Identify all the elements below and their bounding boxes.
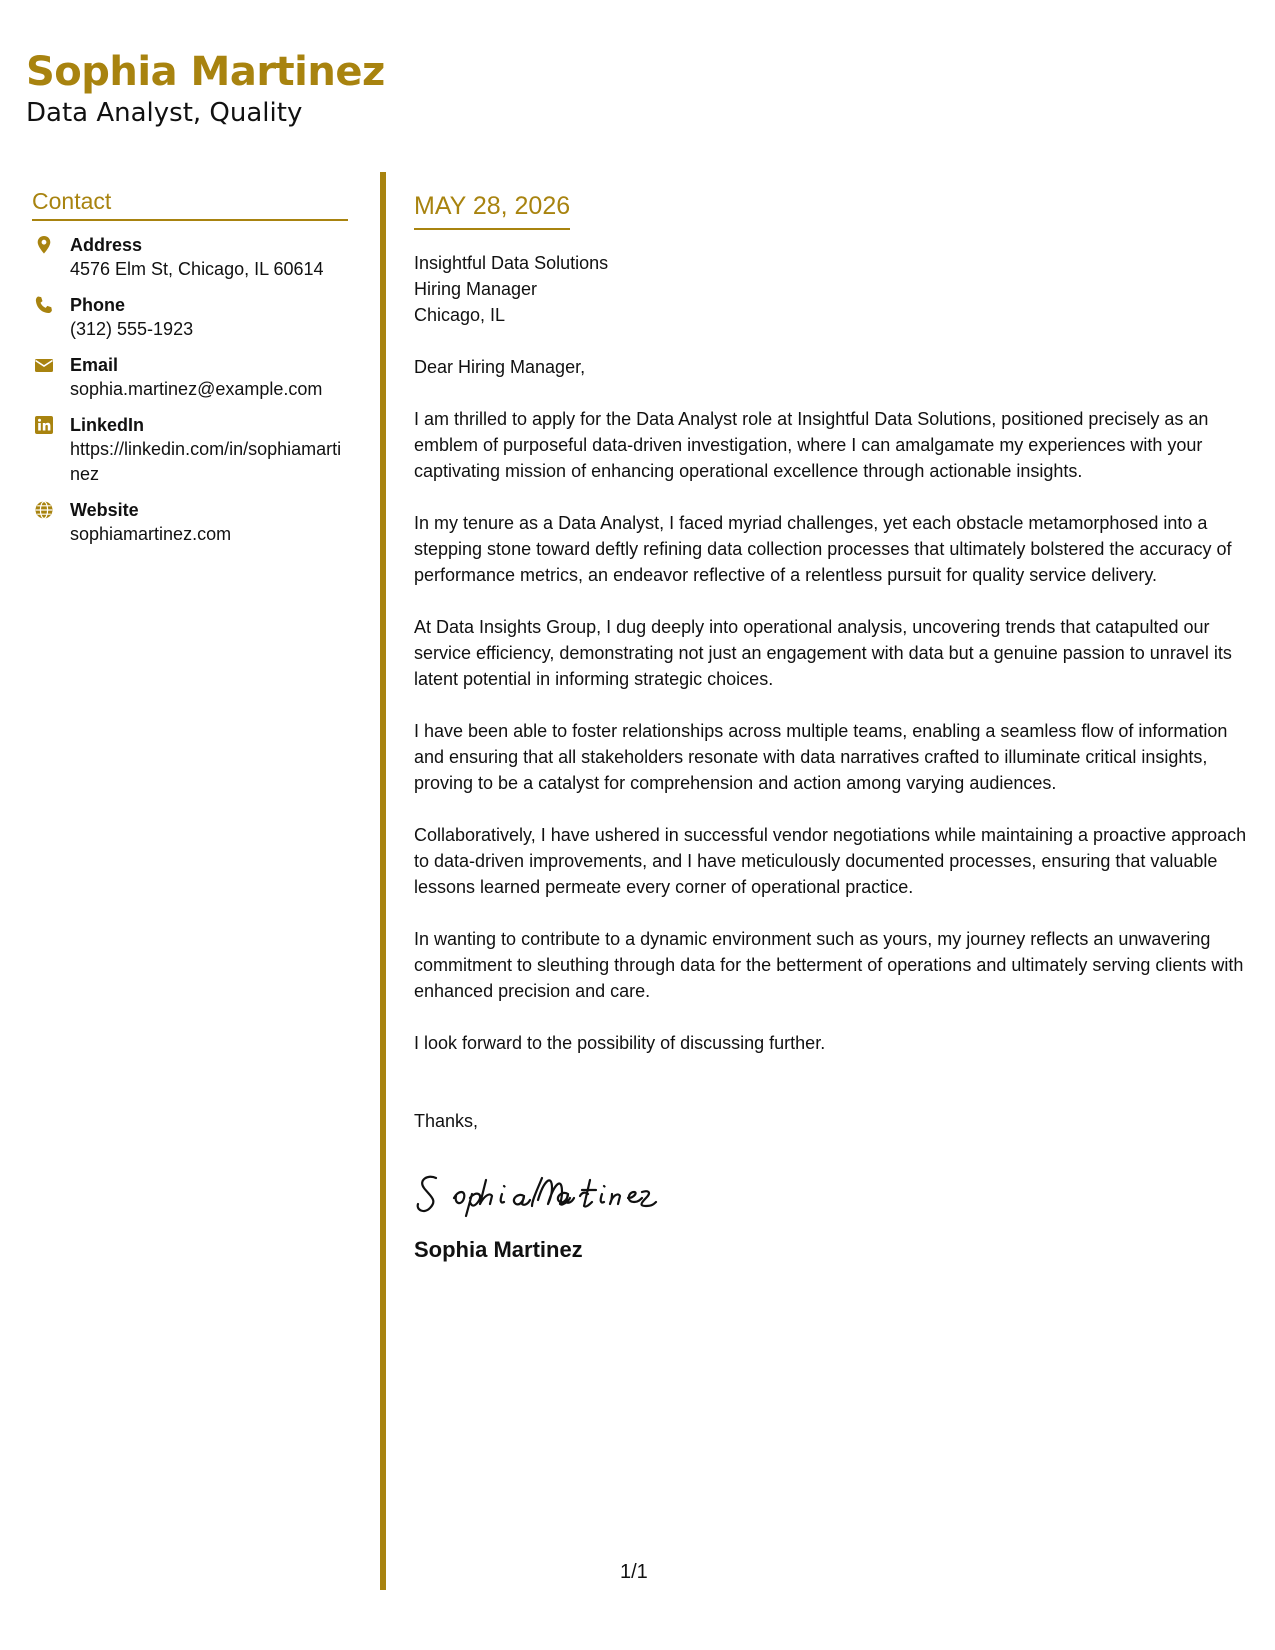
linkedin-label: LinkedIn — [70, 415, 145, 435]
paragraph: I have been able to foster relationships across multiple teams, enabling a seamless flow of information and ensuring that all stakeholders resonate with data narratives crafted to illuminate critical insights, proving to be a catalyst for comprehension and action among varying audiences. — [414, 721, 1228, 793]
recipient-company: Insightful Data Solutions — [414, 253, 609, 273]
contact-linkedin — [32, 413, 348, 487]
linkedin-value[interactable]: https://linkedin.com/in/sophiamartinez — [70, 439, 342, 484]
page-number: 1/1 — [620, 1561, 648, 1583]
contact-phone — [32, 293, 348, 342]
website-label: Website — [70, 500, 139, 520]
paragraph: In wanting to contribute to a dynamic environment such as yours, my journey reflects an unwavering commitment to sleuthing through data for the betterment of operations and ultimately serving clients with enhanced precision and care. — [414, 929, 1244, 1001]
location-pin-icon — [34, 235, 54, 255]
letter-date: MAY 28, 2026 — [414, 190, 570, 230]
contact-sidebar — [32, 187, 348, 547]
candidate-name: Sophia Martinez — [26, 49, 385, 95]
header — [26, 48, 385, 129]
phone-value: (312) 555-1923 — [70, 319, 194, 339]
email-value: sophia.martinez@example.com — [70, 379, 323, 399]
paragraph: At Data Insights Group, I dug deeply into operational analysis, uncovering trends that catapulted our service efficiency, demonstrating not just an engagement with data but a genuine passion to unravel its latent potential in informing strategic choices. — [414, 617, 1232, 689]
job-title: Data Analyst, Quality — [26, 98, 303, 128]
paragraph: In my tenure as a Data Analyst, I faced myriad challenges, yet each obstacle metamorphosed into a stepping stone toward deftly refining data collection processes that ultimately bolstered the accuracy of performance metrics, an endeavor reflective of a relentless pursuit for quality service delivery. — [414, 513, 1232, 585]
letter-body — [414, 190, 1250, 1264]
paragraph: Collaboratively, I have ushered in successful vendor negotiations while maintaining a proactive approach to data-driven improvements, and I have meticulously documented processes, ensuring that valuable lessons learned permeate every corner of operational practice. — [414, 825, 1247, 897]
contact-email — [32, 353, 348, 402]
envelope-icon — [34, 355, 54, 375]
closing: Thanks, — [414, 1111, 479, 1131]
contact-address — [32, 233, 348, 282]
recipient-title: Hiring Manager — [414, 279, 538, 299]
linkedin-icon — [34, 415, 54, 435]
paragraph: I am thrilled to apply for the Data Analyst role at Insightful Data Solutions, positioned precisely as an emblem of purposeful data-driven investigation, where I can amalgamate my experiences with your captivating mission of enhancing operational excellence through actionable insights. — [414, 409, 1209, 481]
recipient-block — [414, 250, 1250, 328]
website-value[interactable]: sophiamartinez.com — [70, 524, 232, 544]
contact-website — [32, 498, 348, 547]
contact-heading: Contact — [32, 187, 348, 221]
phone-icon — [34, 295, 54, 315]
signer-name: Sophia Martinez — [414, 1237, 583, 1262]
recipient-location: Chicago, IL — [414, 305, 506, 325]
email-label: Email — [70, 355, 119, 375]
paragraph: I look forward to the possibility of discussing further. — [414, 1033, 826, 1053]
handwritten-signature — [414, 1164, 674, 1220]
globe-icon — [34, 500, 54, 520]
greeting: Dear Hiring Manager, — [414, 357, 586, 377]
address-label: Address — [70, 235, 143, 255]
column-divider — [380, 172, 386, 1590]
phone-label: Phone — [70, 295, 126, 315]
address-value: 4576 Elm St, Chicago, IL 60614 — [70, 259, 324, 279]
letter-paragraphs — [414, 406, 1250, 1056]
